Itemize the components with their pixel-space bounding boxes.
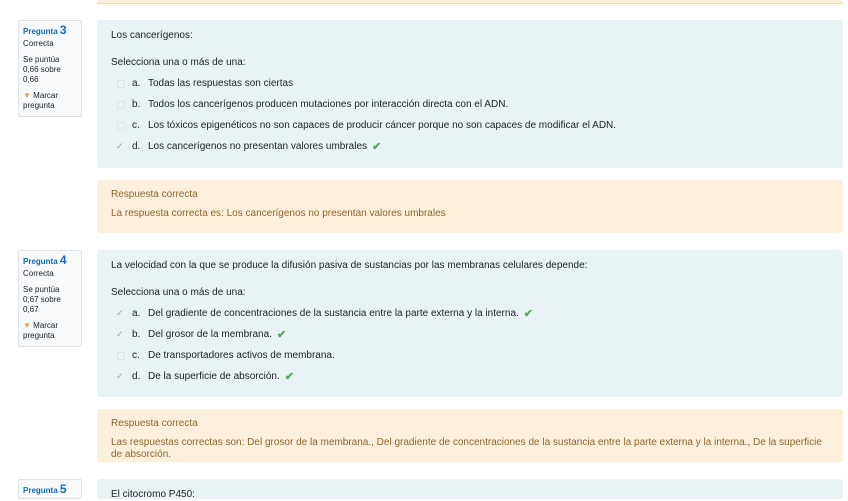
answer-prompt: Selecciona una o más de una:: [111, 57, 246, 68]
answer-checkbox[interactable]: [117, 122, 125, 130]
answer-checkbox-checked[interactable]: [117, 331, 125, 339]
question-grade: Se puntúa 0,67 sobre 0,67: [23, 285, 61, 314]
correct-check-icon: ✔: [523, 307, 533, 320]
answer-checkbox-checked[interactable]: [117, 310, 125, 318]
flag-icon: ▼: [23, 321, 31, 330]
question-state: Correcta: [23, 39, 54, 48]
question-text: La velocidad con la que se produce la difusión pasiva de sustancias por las membranas celulares depende:: [111, 260, 588, 271]
answer-option-d[interactable]: ✓ d. De la superficie de absorción. ✔: [111, 366, 829, 387]
right-answer-text: La respuesta correcta es: Los cancerígenos no presentan valores umbrales: [111, 208, 446, 219]
feedback-title: Respuesta correcta: [111, 418, 198, 429]
answer-prompt: Selecciona una o más de una:: [111, 287, 246, 298]
question-formulation-5: [97, 479, 843, 499]
previous-feedback-edge: [97, 0, 843, 4]
question-grade: Se puntúa 0,66 sobre 0,66: [23, 55, 61, 84]
answer-checkbox[interactable]: [117, 80, 125, 88]
question-info-4: [18, 250, 82, 347]
question-info-3: [18, 20, 82, 117]
question-number: Pregunta 3: [23, 23, 67, 37]
question-number: Pregunta 5: [23, 482, 67, 496]
answer-option-c[interactable]: c. Los tóxicos epigenéticos no son capaces de producir cáncer porque no son capaces de modificar el ADN.: [111, 115, 829, 136]
right-answer-text: Las respuestas correctas son: Del grosor de la membrana., Del gradiente de concentraciones de la sustancia entre la parte externa y la interna., De la superficie de absorción.: [111, 437, 822, 460]
answer-checkbox-checked[interactable]: [117, 143, 125, 151]
correct-check-icon: ✔: [284, 370, 294, 383]
answer-option-d[interactable]: ✓ d. Los cancerígenos no presentan valores umbrales ✔: [111, 136, 829, 157]
answer-checkbox[interactable]: [117, 352, 125, 360]
question-number: Pregunta 4: [23, 253, 67, 267]
question-formulation-4: [97, 250, 843, 397]
question-feedback-3: [97, 180, 843, 233]
question-formulation-3: [97, 20, 843, 168]
correct-check-icon: ✔: [276, 328, 287, 341]
answer-option-c[interactable]: c. De transportadores activos de membrana.: [111, 345, 829, 366]
flag-question-link[interactable]: ▼ Marcar pregunta: [23, 321, 59, 340]
answer-option-b[interactable]: b. Todos los cancerígenos producen mutaciones por interacción directa con el ADN.: [111, 94, 829, 115]
flag-question-link[interactable]: ▼ Marcar pregunta: [23, 91, 59, 110]
answer-checkbox-checked[interactable]: [117, 373, 125, 381]
correct-check-icon: ✔: [372, 140, 382, 153]
question-text: El citocromo P450:: [111, 489, 195, 500]
feedback-title: Respuesta correcta: [111, 189, 198, 200]
answer-option-a[interactable]: a. Todas las respuestas son ciertas: [111, 73, 829, 94]
question-state: Correcta: [23, 269, 54, 278]
answer-checkbox[interactable]: [117, 101, 125, 109]
flag-icon: ▼: [23, 91, 31, 100]
question-feedback-4: [97, 409, 843, 462]
answer-option-b[interactable]: ✓ b. Del grosor de la membrana. ✔: [111, 324, 829, 345]
question-info-5: [18, 479, 82, 499]
answer-option-a[interactable]: ✓ a. Del gradiente de concentraciones de la sustancia entre la parte externa y la interna. ✔: [111, 303, 829, 324]
question-text: Los cancerígenos:: [111, 30, 193, 41]
